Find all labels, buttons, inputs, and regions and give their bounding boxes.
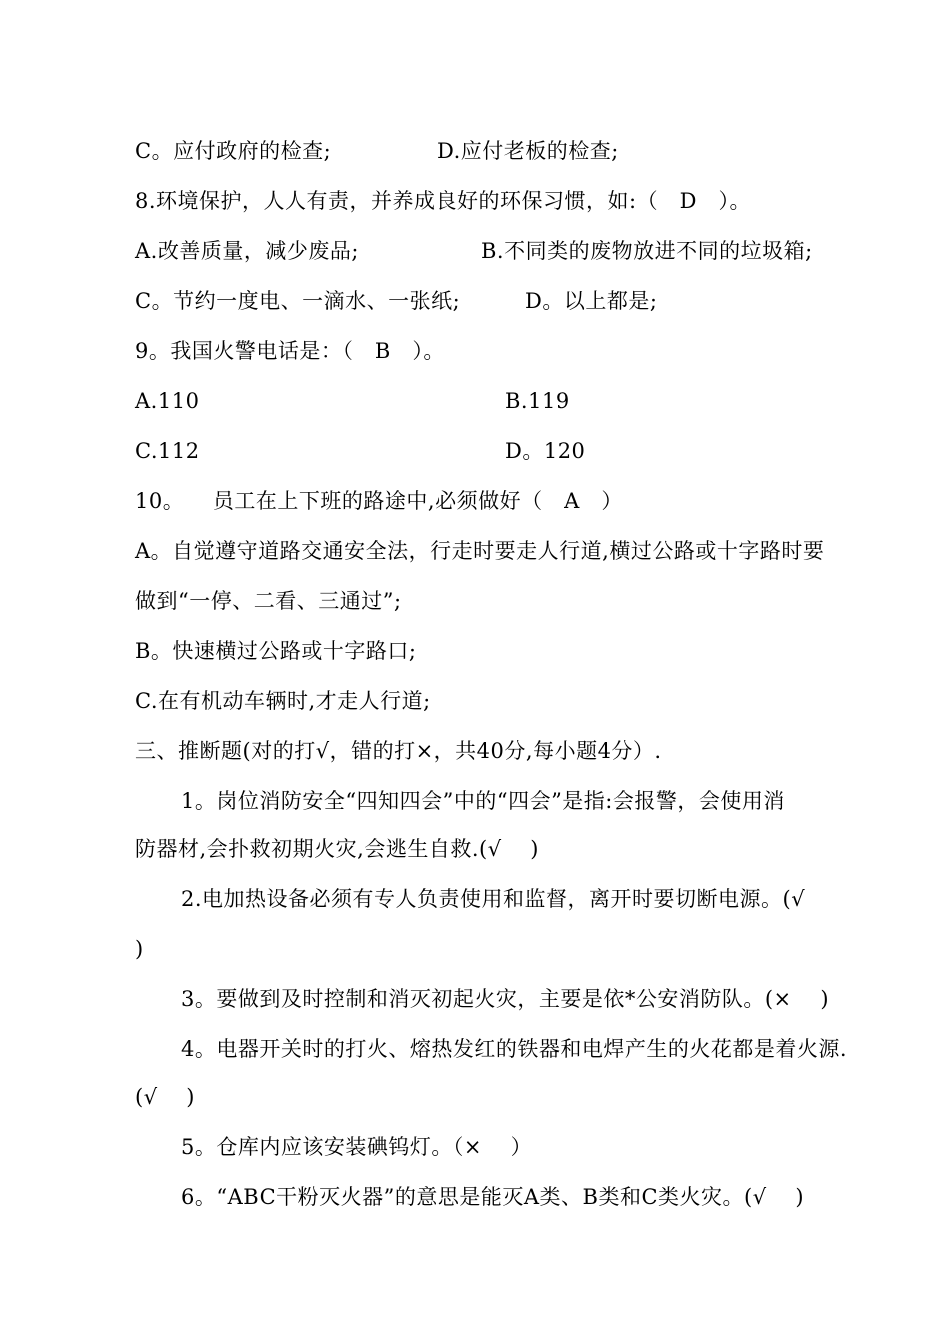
question-8-option-b: B.不同类的废物放进不同的垃圾箱; [481,239,813,263]
option-c-line: C。应付政府的检查; [135,139,332,163]
question-10-option-b: B。快速横过公路或十字路口; [135,639,417,663]
question-8-option-c: C。节约一度电、一滴水、一张纸; [135,289,461,313]
judgment-6: 6。“ABC干粉灭火器”的意思是能灭A类、B类和C类火灾。(√ ) [181,1185,805,1209]
question-10-option-c: C.在有机动车辆时,才走人行道; [135,689,431,713]
question-9-option-d: D。120 [505,439,586,463]
judgment-4-line2: (√ ) [135,1085,195,1109]
section-3-heading: 三、推断题(对的打√，错的打×，共40分,每小题4分）. [135,739,662,763]
question-8: 8.环境保护，人人有责，并养成良好的环保习惯，如:（ D ）。 [135,189,751,213]
option-d-line: D.应付老板的检查; [437,139,619,163]
question-8-option-a: A.改善质量，减少废品; [135,239,359,263]
judgment-4-line1: 4。电器开关时的打火、熔热发红的铁器和电焊产生的火花都是着火源. [181,1037,848,1061]
judgment-3: 3。要做到及时控制和消灭初起火灾，主要是依*公安消防队。(× ) [181,987,830,1011]
question-9: 9。我国火警电话是：（ B ）。 [135,339,445,363]
judgment-1-line1: 1。岗位消防安全“四知四会”中的“四会”是指:会报警，会使用消 [181,789,785,813]
question-10: 10。 员工在上下班的路途中,必须做好（ A ） [135,489,623,513]
question-9-option-c: C.112 [135,439,200,463]
question-8-option-d: D。以上都是; [525,289,658,313]
question-10-option-a-line1: A。自觉遵守道路交通安全法，行走时要走人行道,横过公路或十字路时要 [135,539,825,563]
question-9-option-a: A.110 [135,389,200,413]
judgment-2-line1: 2.电加热设备必须有专人负责使用和监督，离开时要切断电源。(√ [181,887,806,911]
question-10-option-a-line2: 做到“一停、二看、三通过”; [135,589,402,613]
judgment-1-line2: 防器材,会扑救初期火灾,会逃生自救.(√ ) [135,837,539,861]
judgment-5: 5。仓库内应该安装碘钨灯。（× ） [181,1135,533,1159]
question-9-option-b: B.119 [505,389,570,413]
judgment-2-line2: ) [135,937,144,961]
